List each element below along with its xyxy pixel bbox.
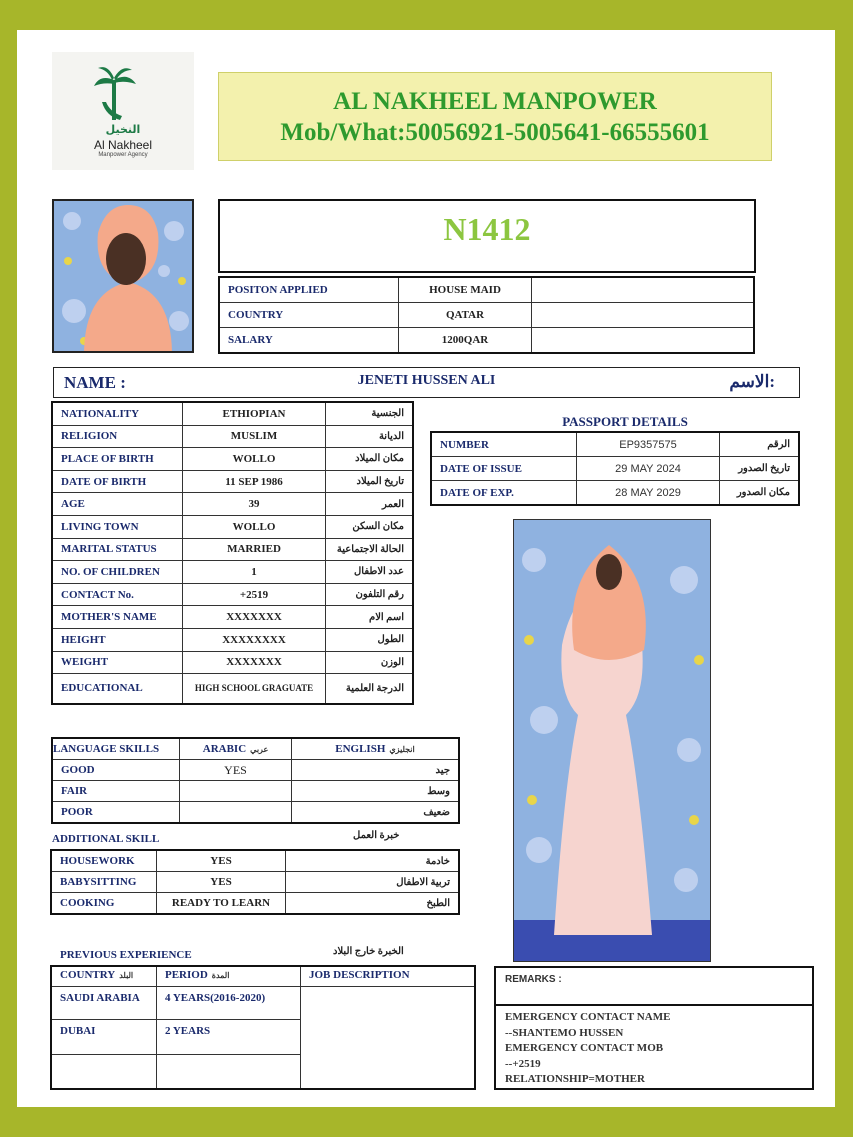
good-arabic-label: جيد: [292, 760, 460, 781]
country-header-ar: البلد: [119, 971, 134, 980]
additional-skill-title: ADDITIONAL SKILL: [52, 833, 160, 845]
emergency-contact: [505, 1010, 806, 1088]
good-label: GOOD: [52, 760, 180, 781]
field-label: HEIGHT: [52, 628, 183, 651]
company-name: AL NAKHEEL MANPOWER: [333, 88, 657, 115]
field-label: CONTACT No.: [52, 583, 183, 606]
field-label: NATIONALITY: [52, 402, 183, 425]
poor-arabic-label: ضعيف: [292, 802, 460, 824]
arabic-header-ar: عربي: [250, 745, 269, 754]
field-label: WEIGHT: [52, 651, 183, 674]
experience-table: [50, 965, 476, 1090]
passport-table: [430, 431, 800, 506]
table-row: [219, 328, 754, 354]
passport-number-label: NUMBER: [431, 432, 577, 457]
remarks-line: RELATIONSHIP=MOTHER: [505, 1073, 645, 1085]
field-label: PLACE OF BIRTH: [52, 448, 183, 471]
housework-value: YES: [157, 850, 286, 872]
field-arabic-label: الطول: [326, 628, 414, 651]
country-header-label: COUNTRY: [60, 969, 116, 981]
remarks-line: --SHANTEMO HUSSEN: [505, 1026, 624, 1039]
field-value: ETHIOPIAN: [183, 402, 326, 425]
passport-number-value: EP9357575: [577, 432, 720, 457]
table-row: [52, 515, 413, 538]
field-value: 1: [183, 561, 326, 584]
table-row: [431, 481, 799, 506]
country-value: QATAR: [399, 303, 532, 328]
issue-date-label: DATE OF ISSUE: [431, 457, 577, 481]
table-row: [52, 493, 413, 516]
personal-details-table: [51, 401, 414, 705]
field-value: 11 SEP 1986: [183, 470, 326, 493]
position-label: POSITON APPLIED: [219, 277, 399, 303]
previous-experience-title: PREVIOUS EXPERIENCE: [60, 949, 192, 961]
table-row: [52, 606, 413, 629]
field-arabic-label: الوزن: [326, 651, 414, 674]
good-arabic-value: YES: [180, 760, 292, 781]
experience-period: 4 YEARS(2016-2020): [157, 987, 301, 1020]
fair-label: FAIR: [52, 781, 180, 802]
remarks-line: EMERGENCY CONTACT NAME: [505, 1011, 671, 1023]
country-label: COUNTRY: [219, 303, 399, 328]
table-row: [52, 674, 413, 704]
english-header-label: ENGLISH: [335, 743, 386, 755]
field-label: MOTHER'S NAME: [52, 606, 183, 629]
logo-arabic-text: النخيل: [105, 123, 141, 136]
expiry-date-arabic: مكان الصدور: [720, 481, 800, 506]
candidate-name: JENETI HUSSEN ALI: [357, 373, 496, 388]
field-value: 39: [183, 493, 326, 516]
field-value: +2519: [183, 583, 326, 606]
field-arabic-label: الجنسية: [326, 402, 414, 425]
field-arabic-label: العمر: [326, 493, 414, 516]
field-value: XXXXXXX: [183, 651, 326, 674]
table-row: [51, 987, 475, 1020]
position-value: HOUSE MAID: [399, 277, 532, 303]
language-skills-header: LANGUAGE SKILLS: [52, 738, 180, 760]
field-label: NO. OF CHILDREN: [52, 561, 183, 584]
table-row: [52, 738, 459, 760]
salary-label: SALARY: [219, 328, 399, 354]
position-table: [218, 276, 755, 354]
table-row: [431, 457, 799, 481]
previous-experience-title-arabic: الخبرة خارج البلاد: [333, 946, 404, 957]
table-row: [52, 538, 413, 561]
period-header: [157, 966, 301, 987]
babysitting-arabic: تربية الاطفال: [286, 872, 460, 893]
cooking-arabic: الطبخ: [286, 893, 460, 915]
field-label: LIVING TOWN: [52, 515, 183, 538]
table-row: [52, 628, 413, 651]
field-value: WOLLO: [183, 515, 326, 538]
issue-date-value: 29 MAY 2024: [577, 457, 720, 481]
empty-cell: [157, 1055, 301, 1090]
passport-title: PASSPORT DETAILS: [562, 414, 688, 429]
table-row: [51, 850, 459, 872]
candidate-portrait-photo: [52, 199, 194, 353]
table-row: [51, 872, 459, 893]
additional-skill-title-arabic: خبرة العمل: [353, 830, 400, 841]
additional-skills-table: [50, 849, 460, 915]
period-header-ar: المدة: [211, 971, 230, 980]
table-row: [51, 966, 475, 987]
table-row: [219, 303, 754, 328]
english-header-ar: انجليزي: [389, 745, 415, 754]
company-banner: [218, 72, 772, 161]
job-description-header: JOB DESCRIPTION: [301, 966, 476, 987]
experience-country: DUBAI: [51, 1020, 157, 1055]
table-row: [431, 432, 799, 457]
expiry-date-label: DATE OF EXP.: [431, 481, 577, 506]
field-arabic-label: الديانة: [326, 425, 414, 448]
arabic-header: [180, 738, 292, 760]
arabic-header-label: ARABIC: [202, 743, 247, 755]
name-label: NAME :: [64, 373, 126, 392]
table-row: [51, 893, 459, 915]
english-header: [292, 738, 460, 760]
field-arabic-label: عدد الاطفال: [326, 561, 414, 584]
field-arabic-label: الحالة الاجتماعية: [326, 538, 414, 561]
babysitting-label: BABYSITTING: [51, 872, 157, 893]
field-value: MUSLIM: [183, 425, 326, 448]
table-row: [52, 651, 413, 674]
logo-english-text: Al Nakheel: [93, 138, 153, 152]
language-skills-table: [51, 737, 460, 824]
housework-label: HOUSEWORK: [51, 850, 157, 872]
table-row: [52, 402, 413, 425]
table-row: [52, 781, 459, 802]
field-arabic-label: اسم الام: [326, 606, 414, 629]
fair-arabic-label: وسط: [292, 781, 460, 802]
table-row: [52, 760, 459, 781]
field-value: XXXXXXX: [183, 606, 326, 629]
field-arabic-label: رقم التلفون: [326, 583, 414, 606]
period-header-label: PERIOD: [165, 969, 208, 981]
experience-period: 2 YEARS: [157, 1020, 301, 1055]
remarks-box: [494, 966, 814, 1090]
table-row: [52, 470, 413, 493]
table-row: [52, 448, 413, 471]
job-description-cell: [301, 987, 476, 1090]
empty-cell: [532, 303, 755, 328]
table-row: [52, 583, 413, 606]
field-label: DATE OF BIRTH: [52, 470, 183, 493]
company-contact: Mob/What:50056921-5005641-66555601: [280, 119, 710, 146]
table-row: [52, 561, 413, 584]
table-row: [52, 802, 459, 824]
poor-label: POOR: [52, 802, 180, 824]
company-logo: [52, 52, 194, 170]
candidate-full-body-photo: [513, 519, 711, 962]
issue-date-arabic: تاريخ الصدور: [720, 457, 800, 481]
cooking-label: COOKING: [51, 893, 157, 915]
remarks-label: REMARKS :: [496, 968, 812, 1006]
empty-cell: [532, 277, 755, 303]
housework-arabic: خادمة: [286, 850, 460, 872]
poor-arabic-value: [180, 802, 292, 824]
fair-arabic-value: [180, 781, 292, 802]
candidate-code: N1412: [218, 199, 756, 273]
expiry-date-value: 28 MAY 2029: [577, 481, 720, 506]
table-row: [52, 425, 413, 448]
field-label: RELIGION: [52, 425, 183, 448]
experience-country: SAUDI ARABIA: [51, 987, 157, 1020]
remarks-line: --+2519: [505, 1057, 541, 1070]
field-arabic-label: مكان الميلاد: [326, 448, 414, 471]
country-header: [51, 966, 157, 987]
field-value: XXXXXXXX: [183, 628, 326, 651]
field-arabic-label: الدرجة العلمية: [326, 674, 414, 704]
empty-cell: [51, 1055, 157, 1090]
field-arabic-label: مكان السكن: [326, 515, 414, 538]
passport-number-arabic: الرقم: [720, 432, 800, 457]
name-bar: [53, 367, 800, 398]
field-label: EDUCATIONAL: [52, 674, 183, 704]
field-value: MARRIED: [183, 538, 326, 561]
empty-cell: [532, 328, 755, 354]
babysitting-value: YES: [157, 872, 286, 893]
logo-subtitle: Manpower Agency: [98, 152, 148, 158]
field-label: AGE: [52, 493, 183, 516]
field-label: MARITAL STATUS: [52, 538, 183, 561]
table-row: [219, 277, 754, 303]
name-label-arabic: الاسم:: [729, 372, 775, 391]
salary-value: 1200QAR: [399, 328, 532, 354]
cooking-value: READY TO LEARN: [157, 893, 286, 915]
field-value: WOLLO: [183, 448, 326, 471]
field-arabic-label: تاريخ الميلاد: [326, 470, 414, 493]
remarks-line: EMERGENCY CONTACT MOB: [505, 1042, 664, 1054]
field-value: HIGH SCHOOL GRAGUATE: [183, 674, 326, 704]
